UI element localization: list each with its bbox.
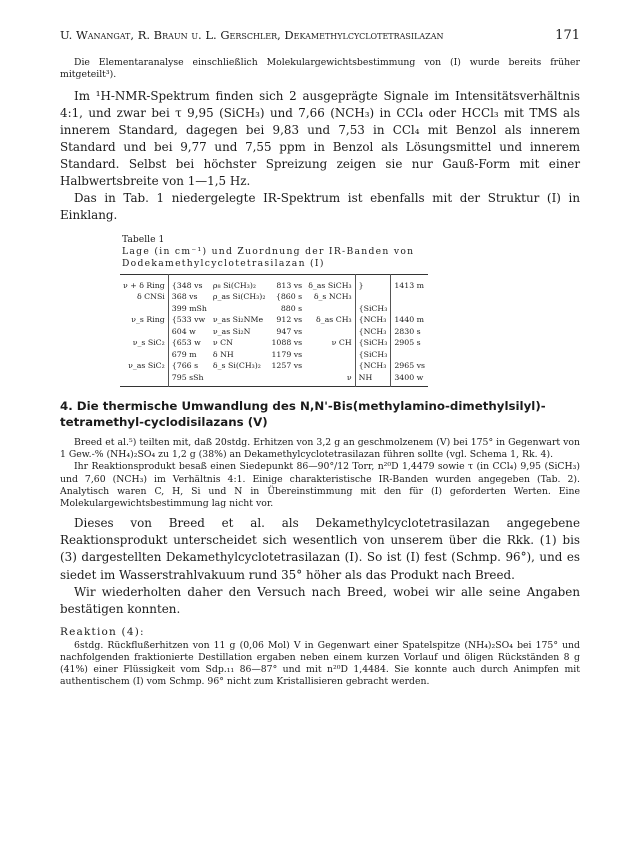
table-cell-assignment-1: ν_s Ring [131,315,165,325]
table-cell-assignment-1: δ CNSi [136,292,165,302]
table-cell-assignment-2: ρ_as Si(CH₃)₂ [212,292,266,302]
reaction-label: Reaktion (4): [60,625,145,638]
nmr-paragraph: Im ¹H-NMR-Spektrum finden sich 2 ausgeprägte Signale im Intensitätsverhältnis 4:1, und zwar bei τ 9,95 (SiCH₃) und 7,66 (NCH₃) in CCl₄ oder HCCl₃ mit TMS als innerem Standard, dagegen bei 9,83 und 7,53 in CCl₄ mit Benzol als innerem Standard und bei 9,77 und 7,55 ppm in Benzol als Lösungsmittel und innerem Standard. Selbst bei höchster Spreizung zeigen sie nur Gauß-Form mit einer Halbwertsbreite von 1—1,5 Hz. [60,88,580,188]
table-cell-assignment-3: ν [346,372,352,382]
table-row [120,314,428,326]
ir-band-table [120,274,428,388]
table-cell-assignment-2: ρ₈ Si(CH₃)₂ [212,280,257,290]
table-cell-assignment-2 [210,303,269,315]
repeat-paragraph: Wir wiederholten daher den Versuch nach Breed, wobei wir alle seine Angaben bestätigen konnten. [60,584,580,616]
table-cell-wavenumber-3: 3400 w [391,372,428,387]
table-cell-wavenumber-3: 2830 s [391,326,428,338]
ir-paragraph: Das in Tab. 1 niedergelegte IR-Spektrum ist ebenfalls mit der Struktur (I) in Einklang. [60,190,580,222]
table-cell-assignment-1 [120,326,168,338]
table-cell-wavenumber-1: {766 s [168,360,210,372]
table-title: Lage (in cm⁻¹) und Zuordnung der IR-Banden von Dodekamethylcyclotetrasilazan (I) [122,245,415,269]
table-cell-wavenumber-3 [391,303,428,315]
table-cell-wavenumber-1: 399 mSh [168,303,210,315]
reaction-paragraph: 6stdg. Rückflußerhitzen von 11 g (0,06 Mol) V in Gegenwart einer Spatelspitze (NH₄)₂SO₄ bei 175° und nachfolgenden fraktionierte Destillation ergaben neben einem kurzen Vorlauf und öligen Rückständen 8 g (41%) einer Flüssigkeit vom Sdp.₁₁ 86—87° und mit n²⁰D 1,4484. Sie konnte auch durch Animpfen mit authentischem (I) vom Schmp. 96° nicht zum Kristallisieren gebracht werden. [60,639,580,688]
table-cell-wavenumber-3 [391,349,428,361]
table-row [120,291,428,303]
table-cell-group-3: {NCH₃ [355,326,391,338]
table-cell-wavenumber-1: 795 sSh [168,372,210,387]
table-cell-group-3: {SiCH₃ [355,337,391,349]
table-cell-wavenumber-2: 880 s [280,303,303,313]
running-header [60,28,580,43]
table-caption [122,234,580,270]
table-cell-assignment-1: ν_as SiC₂ [128,361,165,371]
table-cell-assignment-3: δ_s NCH₃ [313,292,352,302]
table-cell-assignment-2: ν_as Si₂N [212,326,251,336]
table-cell-assignment-2: ν_as Si₂NMe [212,315,264,325]
section-heading: 4. Die thermische Umwandlung des N,N'-Bis(methylamino-dimethylsilyl)-tetramethyl-cyclodisilazans (V) [60,399,546,429]
breed-paragraph-2: Ihr Reaktionsprodukt besaß einen Siedepunkt 86—90°/12 Torr, n²⁰D 1,4479 sowie τ (in CCl₄) 9,95 (SiCH₃) und 7,60 (NCH₃) im Verhältnis 4:1. Einige charakteristische IR-Banden wurden angegeben (Tab. 2). Analytisch waren C, H, Si und N in Übereinstimmung mit den für (I) geforderten Werten. Eine Molekulargewichtsbestimmung lag nicht vor. [60,461,580,510]
journal-page [60,28,580,689]
table-row [120,337,428,349]
table-cell-wavenumber-1: 679 m [168,349,210,361]
table-row [120,303,428,315]
table-cell-wavenumber-2: 1179 vs [271,349,303,359]
table-cell-wavenumber-1: {533 vw [168,314,210,326]
breed-comparison-paragraph: Dieses von Breed et al. als Dekamethylcyclotetrasilazan angegebene Reaktionsprodukt unterscheidet sich wesentlich von unserem über die Rkk. (1) bis (3) dargestellten Dekamethylcyclotetrasilazan (I). So ist (I) fest (Schmp. 96°), und es siedet im Wasserstrahlvakuum rund 35° höher als das Produkt nach Breed. [60,516,580,582]
table-cell-assignment-1: ν_s SiC₂ [132,338,165,348]
table-cell-wavenumber-1: {348 vs [168,274,210,291]
table-cell-wavenumber-3: 2965 vs [391,360,428,372]
table-cell-group-3: {SiCH₃ [355,349,391,361]
table-cell-assignment-2 [210,372,269,387]
table-cell-wavenumber-1: 604 w [168,326,210,338]
page-number: 171 [555,28,580,43]
table-cell-assignment-1: ν + δ Ring [123,280,165,290]
table-cell-group-3: {NCH₃ [355,314,391,326]
table-row [120,326,428,338]
table-cell-wavenumber-2: 1257 vs [271,361,303,371]
running-title: U. Wanangat, R. Braun u. L. Gerschler, Dekamethylcyclotetrasilazan [60,28,444,42]
table-cell-assignment-3: δ_as SiCH₃ [308,280,352,290]
table-cell-assignment-3: δ_as CH₃ [316,315,352,325]
table-cell-wavenumber-2: 947 vs [276,326,303,336]
table-cell-wavenumber-3: 1413 m [391,274,428,291]
table-cell-wavenumber-1: {653 w [168,337,210,349]
table-cell-assignment-2: ν CN [212,338,233,348]
table-cell-wavenumber-3: 1440 m [391,314,428,326]
table-row [120,360,428,372]
table-cell-wavenumber-2: 813 vs [276,280,303,290]
table-cell-group-3: {SiCH₃ [355,303,391,315]
table-row [120,274,428,291]
table-cell-assignment-3 [305,326,355,338]
table-cell-wavenumber-3: 2905 s [391,337,428,349]
table-cell-assignment-2: δ_s Si(CH₃)₂ [212,361,261,371]
table-cell-assignment-1 [120,372,168,387]
table-cell-assignment-2: δ NH [212,349,234,359]
reaction-section [60,640,580,689]
table-cell-assignment-1 [120,303,168,315]
table-cell-wavenumber-1: 368 vs [168,291,210,303]
table-cell-group-3: NH [355,372,391,387]
table-cell-wavenumber-3 [391,291,428,303]
table-cell-group-3 [355,291,391,303]
table-cell-wavenumber-2 [268,372,305,387]
table-cell-assignment-1 [120,349,168,361]
table-cell-assignment-3 [305,303,355,315]
table-cell-group-3: {NCH₃ [355,360,391,372]
breed-paragraph-1: Breed et al.⁵) teilten mit, daß 20stdg. Erhitzen von 3,2 g an geschmolzenem (V) bei 175° in Gegenwart von 1 Gew.-% (NH₄)₂SO₄ zu 1,2 g (38%) an Dekamethylcyclotetrasilazan führen sollte (vgl. Schema 1, Rk. 4). [60,436,580,461]
table-cell-wavenumber-2: 1088 vs [271,338,303,348]
intro-small-text [60,57,580,82]
comparison-section [60,515,580,617]
table-label: Tabelle 1 [122,233,165,245]
table-cell-assignment-3 [305,349,355,361]
table-cell-wavenumber-2: 912 vs [276,315,303,325]
intro-paragraph: Die Elementaranalyse einschließlich Molekulargewichtsbestimmung von (I) wurde bereits früher mitgeteilt³). [60,57,580,81]
table-row [120,372,428,387]
table-cell-assignment-3 [305,360,355,372]
table-cell-assignment-3: ν CH [331,338,352,348]
table-cell-wavenumber-2: {860 s [275,292,303,302]
nmr-section [60,88,580,224]
table-row [120,349,428,361]
breed-small-text [60,437,580,511]
table-cell-group-3: } [355,274,391,291]
